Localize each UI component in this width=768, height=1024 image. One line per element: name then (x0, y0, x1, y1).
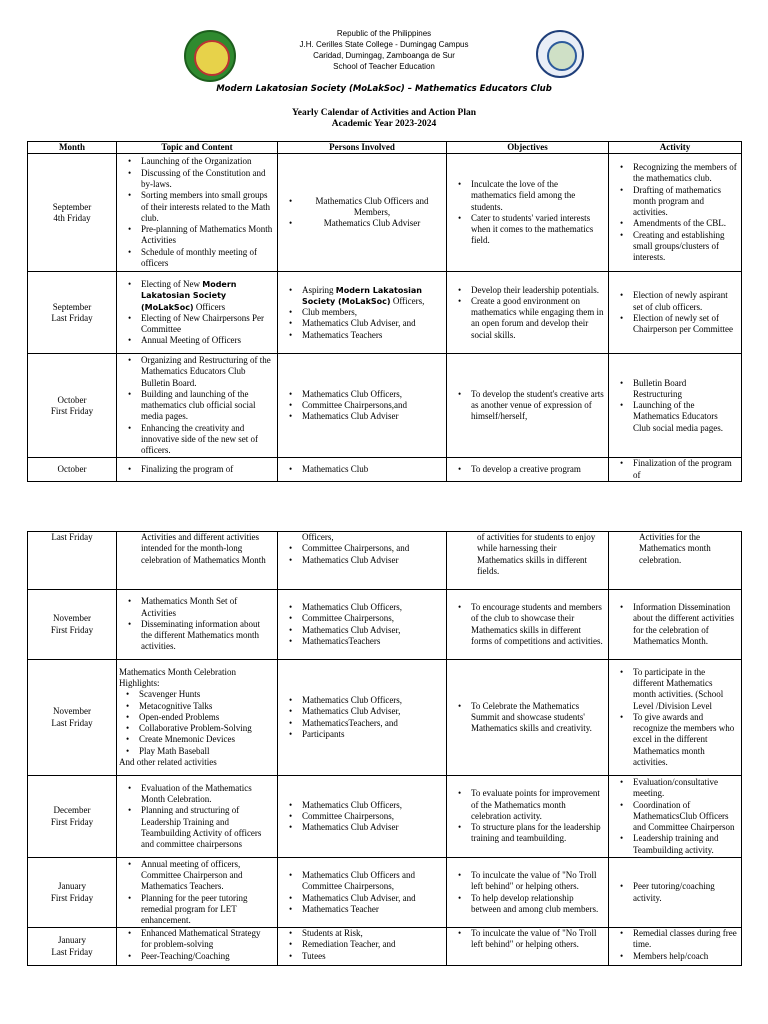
text-run: Officers (193, 301, 226, 312)
list-item: • Annual meeting of officers, Committee Chairperson and Mathematics Teachers. (121, 859, 273, 893)
list-item: • Disseminating information about the different Mathematics month activities. (121, 619, 273, 653)
list-item: • Mathematics Teacher (282, 904, 442, 915)
list-item: • Drafting of mathematics month program and activities. (613, 185, 737, 219)
topic-cell (117, 458, 278, 482)
table-row (28, 532, 742, 590)
list-item: • Annual Meeting of Officers (121, 335, 273, 346)
table-row (28, 354, 742, 458)
persons-cell (278, 272, 447, 354)
list-item: • Building and launching of the mathematics club official social media pages. (121, 389, 273, 423)
list-item: • Enhanced Mathematical Strategy for problem-solving (121, 928, 273, 951)
list-item: • Mathematics Club Adviser, and (282, 318, 442, 329)
topic-cell (117, 928, 278, 966)
topic-cell (117, 660, 278, 776)
week-label: Last Friday (51, 312, 93, 323)
month-label: November (53, 706, 91, 717)
objectives-cell (447, 354, 609, 458)
list-item: • Tutees (282, 951, 442, 962)
topic-cell (117, 858, 278, 928)
letterhead-line: School of Teacher Education (333, 62, 435, 71)
persons-cell (278, 590, 447, 660)
month-cell (28, 776, 117, 858)
topic-cell (117, 776, 278, 858)
list-item: • To develop a creative program (451, 464, 604, 475)
list-item: • Mathematics Club Adviser (282, 411, 442, 422)
list-item: • To help develop relationship between and among club members. (451, 893, 604, 916)
text-run: Electing of New (141, 278, 203, 289)
list-item: • Planning and structuring of Leadership Training and Teambuilding Activity of officers and committee chairpersons (121, 805, 273, 850)
list-item: • To structure plans for the leadership training and teambuilding. (451, 822, 604, 845)
objectives-cell (447, 272, 609, 354)
persons-cell (278, 154, 447, 272)
list-item: • Recognizing the members of the mathematics club. (613, 162, 737, 185)
column-header-topic: Topic and Content (117, 142, 278, 154)
topic-cell (117, 532, 278, 590)
topic-cell (117, 272, 278, 354)
list-item: • Mathematics Club Adviser, (282, 625, 442, 636)
list-item (121, 279, 273, 313)
activity-cell (609, 928, 742, 966)
list-item: • Mathematics Club Officers, (282, 389, 442, 400)
list-item (282, 285, 442, 308)
list-item: • Evaluation/consultative meeting. (613, 777, 737, 800)
table-header-row (28, 142, 742, 154)
list-item: • Participants (282, 729, 442, 740)
activity-cell (609, 776, 742, 858)
list-item: • Enhancing the creativity and innovative side of the new set of officers. (121, 423, 273, 457)
month-label: September (52, 301, 92, 312)
list-item: • Evaluation of the Mathematics Month Celebration. (121, 783, 273, 806)
list-item: • Play Math Baseball (119, 746, 273, 757)
month-label: January (58, 881, 86, 892)
month-cell: October (28, 458, 117, 482)
list-item: • Remediation Teacher, and (282, 939, 442, 950)
list-item: • Mathematics Month Set of Activities (121, 596, 273, 619)
list-item: • To Celebrate the Mathematics Summit and showcase students' Mathematics skills and creativity. (451, 701, 604, 735)
list-item: • Club members, (282, 307, 442, 318)
week-label: First Friday (50, 816, 94, 827)
continued-text: Officers, (302, 532, 334, 542)
list-item: • Sorting members into small groups of their interests related to the Math club. (121, 190, 273, 224)
list-item: • Metacognitive Talks (119, 701, 273, 712)
week-label: Last Friday (51, 532, 93, 542)
list-item: • Launching of the Organization (121, 156, 273, 167)
list-item: • Mathematics Club Adviser, (282, 706, 442, 717)
list-item: • Schedule of monthly meeting of officers (121, 247, 273, 270)
objectives-cell (447, 458, 609, 482)
week-label: Last Friday (51, 717, 93, 728)
list-item: • Mathematics Club Officers, (282, 695, 442, 706)
persons-cell (278, 776, 447, 858)
letterhead-line: Caridad, Dumingag, Zamboanga de Sur (313, 51, 455, 60)
activity-cell (609, 660, 742, 776)
month-cell (28, 660, 117, 776)
persons-cell (278, 858, 447, 928)
column-header-persons: Persons Involved (278, 142, 447, 154)
continued-text: Activities and different activities intended for the month-long celebration of Mathematics Month (141, 532, 266, 565)
list-item: • Mathematics Club Officers, (282, 800, 442, 811)
objectives-cell (447, 154, 609, 272)
column-header-month: Month (28, 142, 117, 154)
activity-cell (609, 154, 742, 272)
list-item: • Bulletin Board Restructuring (613, 378, 737, 401)
list-item: • Coordination of MathematicsClub Officers and Committee Chairperson (613, 800, 737, 834)
objectives-cell (447, 928, 609, 966)
topic-cell (117, 154, 278, 272)
topic-cell (117, 354, 278, 458)
list-item: • To inculcate the value of "No Troll left behind" or helping others. (451, 870, 604, 893)
objectives-cell (447, 590, 609, 660)
list-item: • Mathematics Club Adviser (282, 555, 442, 566)
list-item: • Planning for the peer tutoring remedial program for LET enhancement. (121, 893, 273, 927)
document-title (0, 108, 768, 130)
list-item: • Committee Chairpersons, (282, 613, 442, 624)
list-item: • Mathematics Teachers (282, 330, 442, 341)
table-row (28, 272, 742, 354)
persons-cell (278, 354, 447, 458)
highlights-intro: Mathematics Month Celebration Highlights: (119, 666, 236, 688)
list-item: • Discussing of the Constitution and by-laws. (121, 168, 273, 191)
month-label: September (52, 201, 92, 212)
list-item: • Develop their leadership potentials. (451, 285, 604, 296)
week-label: Last Friday (51, 946, 93, 957)
list-item: • Members help/coach (613, 951, 737, 962)
list-item: • Inculcate the love of the mathematics field among the students. (451, 179, 604, 213)
list-item: • To encourage students and members of the club to showcase their Mathematics skills in different forms of competitions and activities. (451, 602, 604, 647)
list-item: • Create Mnemonic Devices (119, 734, 273, 745)
list-item: • Organizing and Restructuring of the Mathematics Educators Club Bulletin Board. (121, 355, 273, 389)
letterhead (0, 28, 768, 72)
list-item: • MathematicsTeachers (282, 636, 442, 647)
calendar-table-page2 (27, 531, 742, 966)
objectives-cell (447, 776, 609, 858)
title-line: Academic Year 2023-2024 (331, 119, 437, 129)
list-item: • Scavenger Hunts (119, 689, 273, 700)
table-row (28, 660, 742, 776)
club-name: Modern Lakatosian Society (MoLakSoc) – Mathematics Educators Club (216, 84, 552, 94)
table-row (28, 458, 742, 482)
objectives-cell (447, 858, 609, 928)
list-item: • Collaborative Problem-Solving (119, 723, 273, 734)
activity-cell (609, 272, 742, 354)
list-item: • Launching of the Mathematics Educators Club social media pages. (613, 400, 737, 434)
list-item: • Finalizing the program of (121, 464, 273, 475)
week-label: First Friday (50, 624, 94, 635)
list-item: • Mathematics Club Adviser (282, 218, 442, 229)
continued-text: of activities for students to enjoy while harnessing their Mathematics skills in different fields. (477, 532, 596, 576)
month-cell (28, 590, 117, 660)
list-item: • Remedial classes during free time. (613, 928, 737, 951)
month-cell (28, 272, 117, 354)
week-label: First Friday (50, 892, 94, 903)
list-item: • Committee Chairpersons, (282, 811, 442, 822)
list-item: • Finalization of the program of (613, 458, 737, 481)
list-item: • Electing of New Chairpersons Per Committee (121, 313, 273, 336)
table-row (28, 776, 742, 858)
list-item: • Mathematics Club Officers and Members, (282, 196, 442, 219)
persons-cell (278, 532, 447, 590)
list-item: • To inculcate the value of "No Troll left behind" or helping others. (451, 928, 604, 951)
month-label: January (58, 935, 86, 946)
activity-cell (609, 590, 742, 660)
table-row (28, 590, 742, 660)
table-row (28, 858, 742, 928)
list-item: • Mathematics Club Officers and Committee Chairpersons, (282, 870, 442, 893)
list-item: • To evaluate points for improvement of the Mathematics month celebration activity. (451, 788, 604, 822)
text-run: Officers, (390, 295, 425, 306)
activity-cell (609, 532, 742, 590)
month-cell (28, 154, 117, 272)
continued-text: Activities for the Mathematics month celebration. (639, 532, 711, 565)
activity-cell (609, 458, 742, 482)
activity-cell (609, 858, 742, 928)
list-item: • Committee Chairpersons, and (282, 543, 442, 554)
list-item: • Mathematics Club Adviser, and (282, 893, 442, 904)
list-item: • Mathematics Club Officers, (282, 602, 442, 613)
persons-cell (278, 458, 447, 482)
persons-cell (278, 660, 447, 776)
week-label: First Friday (50, 405, 94, 416)
list-item: • Peer-Teaching/Coaching (121, 951, 273, 962)
objectives-cell (447, 660, 609, 776)
month-cell (28, 532, 117, 590)
month-cell (28, 858, 117, 928)
list-item: • Amendments of the CBL. (613, 218, 737, 229)
letterhead-line: J.H. Cerilles State College - Dumingag Campus (299, 40, 469, 49)
list-item: • Students at Risk, (282, 928, 442, 939)
objectives-cell (447, 532, 609, 590)
list-item: • Create a good environment on mathematics while engaging them in an open forum and develop their social skills. (451, 296, 604, 341)
list-item: • Leadership training and Teambuilding activity. (613, 833, 737, 856)
list-item: • Information Dissemination about the different activities for the celebration of Mathematics Month. (613, 602, 737, 647)
month-cell (28, 354, 117, 458)
month-cell (28, 928, 117, 966)
list-item: • Mathematics Club Adviser (282, 822, 442, 833)
highlights-outro: And other related activities (119, 757, 217, 768)
list-item: • Election of newly aspirant set of club officers. (613, 290, 737, 313)
list-item: • Peer tutoring/coaching activity. (613, 881, 737, 904)
activity-cell (609, 354, 742, 458)
persons-cell (278, 928, 447, 966)
list-item: • To participate in the different Mathematics month activities. (School Level /Division Level (613, 667, 737, 712)
month-label: December (53, 805, 91, 816)
list-item: • To develop the student's creative arts as another venue of expression of himself/herself, (451, 389, 604, 423)
list-item: • Mathematics Club (282, 464, 442, 475)
letterhead-line: Republic of the Philippines (336, 29, 432, 38)
month-label: October (57, 394, 87, 405)
month-label: November (53, 613, 91, 624)
week-label: 4th Friday (53, 212, 91, 223)
calendar-table-page1 (27, 141, 742, 482)
society-name: Modern Lakatosian Society (MoLakSoc) (302, 285, 422, 306)
text-run: Aspiring (302, 284, 336, 295)
title-line: Yearly Calendar of Activities and Action Plan (291, 108, 477, 118)
list-item: • MathematicsTeachers, and (282, 718, 442, 729)
list-item: • Election of newly set of Chairperson per Committee (613, 313, 737, 336)
list-item: • Creating and establishing small groups/clusters of interests. (613, 230, 737, 264)
list-item: • Open-ended Problems (119, 712, 273, 723)
society-name: Modern Lakatosian Society (MoLakSoc) (141, 279, 237, 312)
list-item: • To give awards and recognize the members who excel in the different Mathematics month activities. (613, 712, 737, 768)
column-header-objectives: Objectives (447, 142, 609, 154)
topic-cell (117, 590, 278, 660)
list-item: • Pre-planning of Mathematics Month Activities (121, 224, 273, 247)
table-row (28, 154, 742, 272)
list-item: • Cater to students' varied interests when it comes to the mathematics field. (451, 213, 604, 247)
column-header-activity: Activity (609, 142, 742, 154)
list-item: • Committee Chairpersons,and (282, 400, 442, 411)
table-row (28, 928, 742, 966)
